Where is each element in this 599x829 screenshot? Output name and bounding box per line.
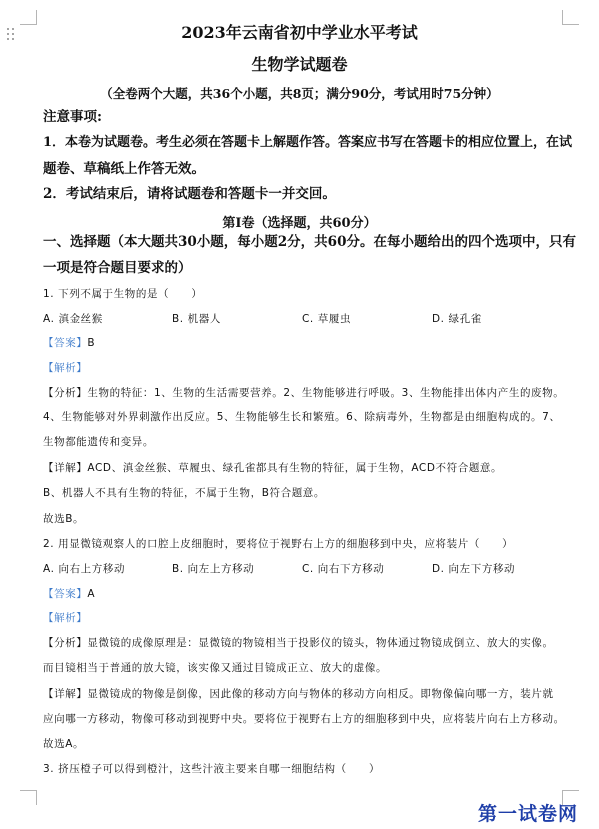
exam-info: （全卷两个大题，共36个小题，共8页；满分90分，考试用时75分钟） (100, 86, 499, 101)
q1-option-c: C. 草履虫 (302, 313, 352, 325)
notice-heading: 注意事项: (43, 109, 102, 125)
q2-answer (43, 582, 95, 606)
crop-mark-bottom-left (20, 790, 37, 805)
q1-explain-tag: 【解析】 (43, 362, 88, 374)
q1-stem: 1. 下列不属于生物的是（ ） (43, 288, 203, 300)
notice-item-1-line-1: 1．本卷为试题卷。考生必须在答题卡上解题作答。答案应书写在答题卡的相应位置上，在试 (43, 135, 573, 150)
exam-title: 2023年云南省初中学业水平考试 (181, 23, 418, 42)
q1-detail-line-1: 【详解】ACD、滇金丝猴、草履虫、绿孔雀都具有生物的特征，属于生物，ACD不符合题意。 (43, 462, 503, 474)
q1-answer (43, 331, 95, 355)
q2-detail-line-3: 故选A。 (43, 738, 85, 750)
q2-option-a: A. 向右上方移动 (43, 563, 126, 575)
q1-analysis-line-1: 【分析】生物的特征：1、生物的生活需要营养。2、生物能够进行呼吸。3、生物能排出体内产生的废物。 (43, 387, 565, 399)
q1-answer-value: B (87, 337, 96, 349)
q2-explain-tag: 【解析】 (43, 612, 88, 624)
q1-detail-line-2: B、机器人不具有生物的特征，不属于生物，B符合题意。 (43, 487, 326, 499)
q2-analysis-line-1: 【分析】显微镜的成像原理是：显微镜的物镜相当于投影仪的镜头，物体通过物镜成倒立、放大的实像。 (43, 637, 554, 649)
watermark-logo: 第一试卷网 (478, 803, 579, 825)
q2-option-d: D. 向左下方移动 (432, 563, 516, 575)
q2-answer-tag: 【答案】 (43, 588, 88, 600)
q3-stem: 3. 挤压橙子可以得到橙汁，这些汁液主要来自哪一细胞结构（ ） (43, 763, 381, 775)
q2-option-b: B. 向左上方移动 (172, 563, 255, 575)
exam-subject: 生物学试题卷 (251, 55, 348, 74)
q1-detail-line-3: 故选B。 (43, 513, 85, 525)
q2-stem: 2. 用显微镜观察人的口腔上皮细胞时，要将位于视野右上方的细胞移到中央，应将装片（ ） (43, 538, 514, 550)
section-title: 第Ⅰ卷（选择题，共60分） (222, 216, 377, 231)
q2-answer-value: A (87, 588, 96, 600)
q2-analysis-line-2: 而目镜相当于普通的放大镜，该实像又通过目镜成正立、放大的虚像。 (43, 662, 388, 674)
q2-option-c: C. 向右下方移动 (302, 563, 385, 575)
q1-answer-tag: 【答案】 (43, 337, 88, 349)
notice-item-1-line-2: 题卷、草稿纸上作答无效。 (43, 161, 205, 177)
notice-item-2: 2．考试结束后，请将试题卷和答题卡一并交回。 (43, 186, 336, 202)
q1-option-b: B. 机器人 (172, 313, 221, 325)
q1-option-a: A. 滇金丝猴 (43, 313, 103, 325)
section-intro-line-2: 一项是符合题目要求的） (43, 260, 192, 276)
q1-option-d: D. 绿孔雀 (432, 313, 482, 325)
section-intro-line-1: 一、选择题（本大题共30小题，每小题2分，共60分。在每小题给出的四个选项中，只有 (43, 234, 576, 250)
q1-analysis-line-3: 生物都能遗传和变异。 (43, 436, 154, 448)
q2-detail-line-1: 【详解】显微镜成的物像是倒像，因此像的移动方向与物体的移动方向相反。即物像偏向哪一方，装片就 (43, 688, 554, 700)
q2-detail-line-2: 应向哪一方移动，物像可移动到视野中央。要将位于视野右上方的细胞移到中央，应将装片向右上方移动。 (43, 713, 565, 725)
q1-analysis-line-2: 4、生物能够对外界刺激作出反应。5、生物能够生长和繁殖。6、除病毒外，生物都是由细胞构成的。7、 (43, 411, 561, 423)
